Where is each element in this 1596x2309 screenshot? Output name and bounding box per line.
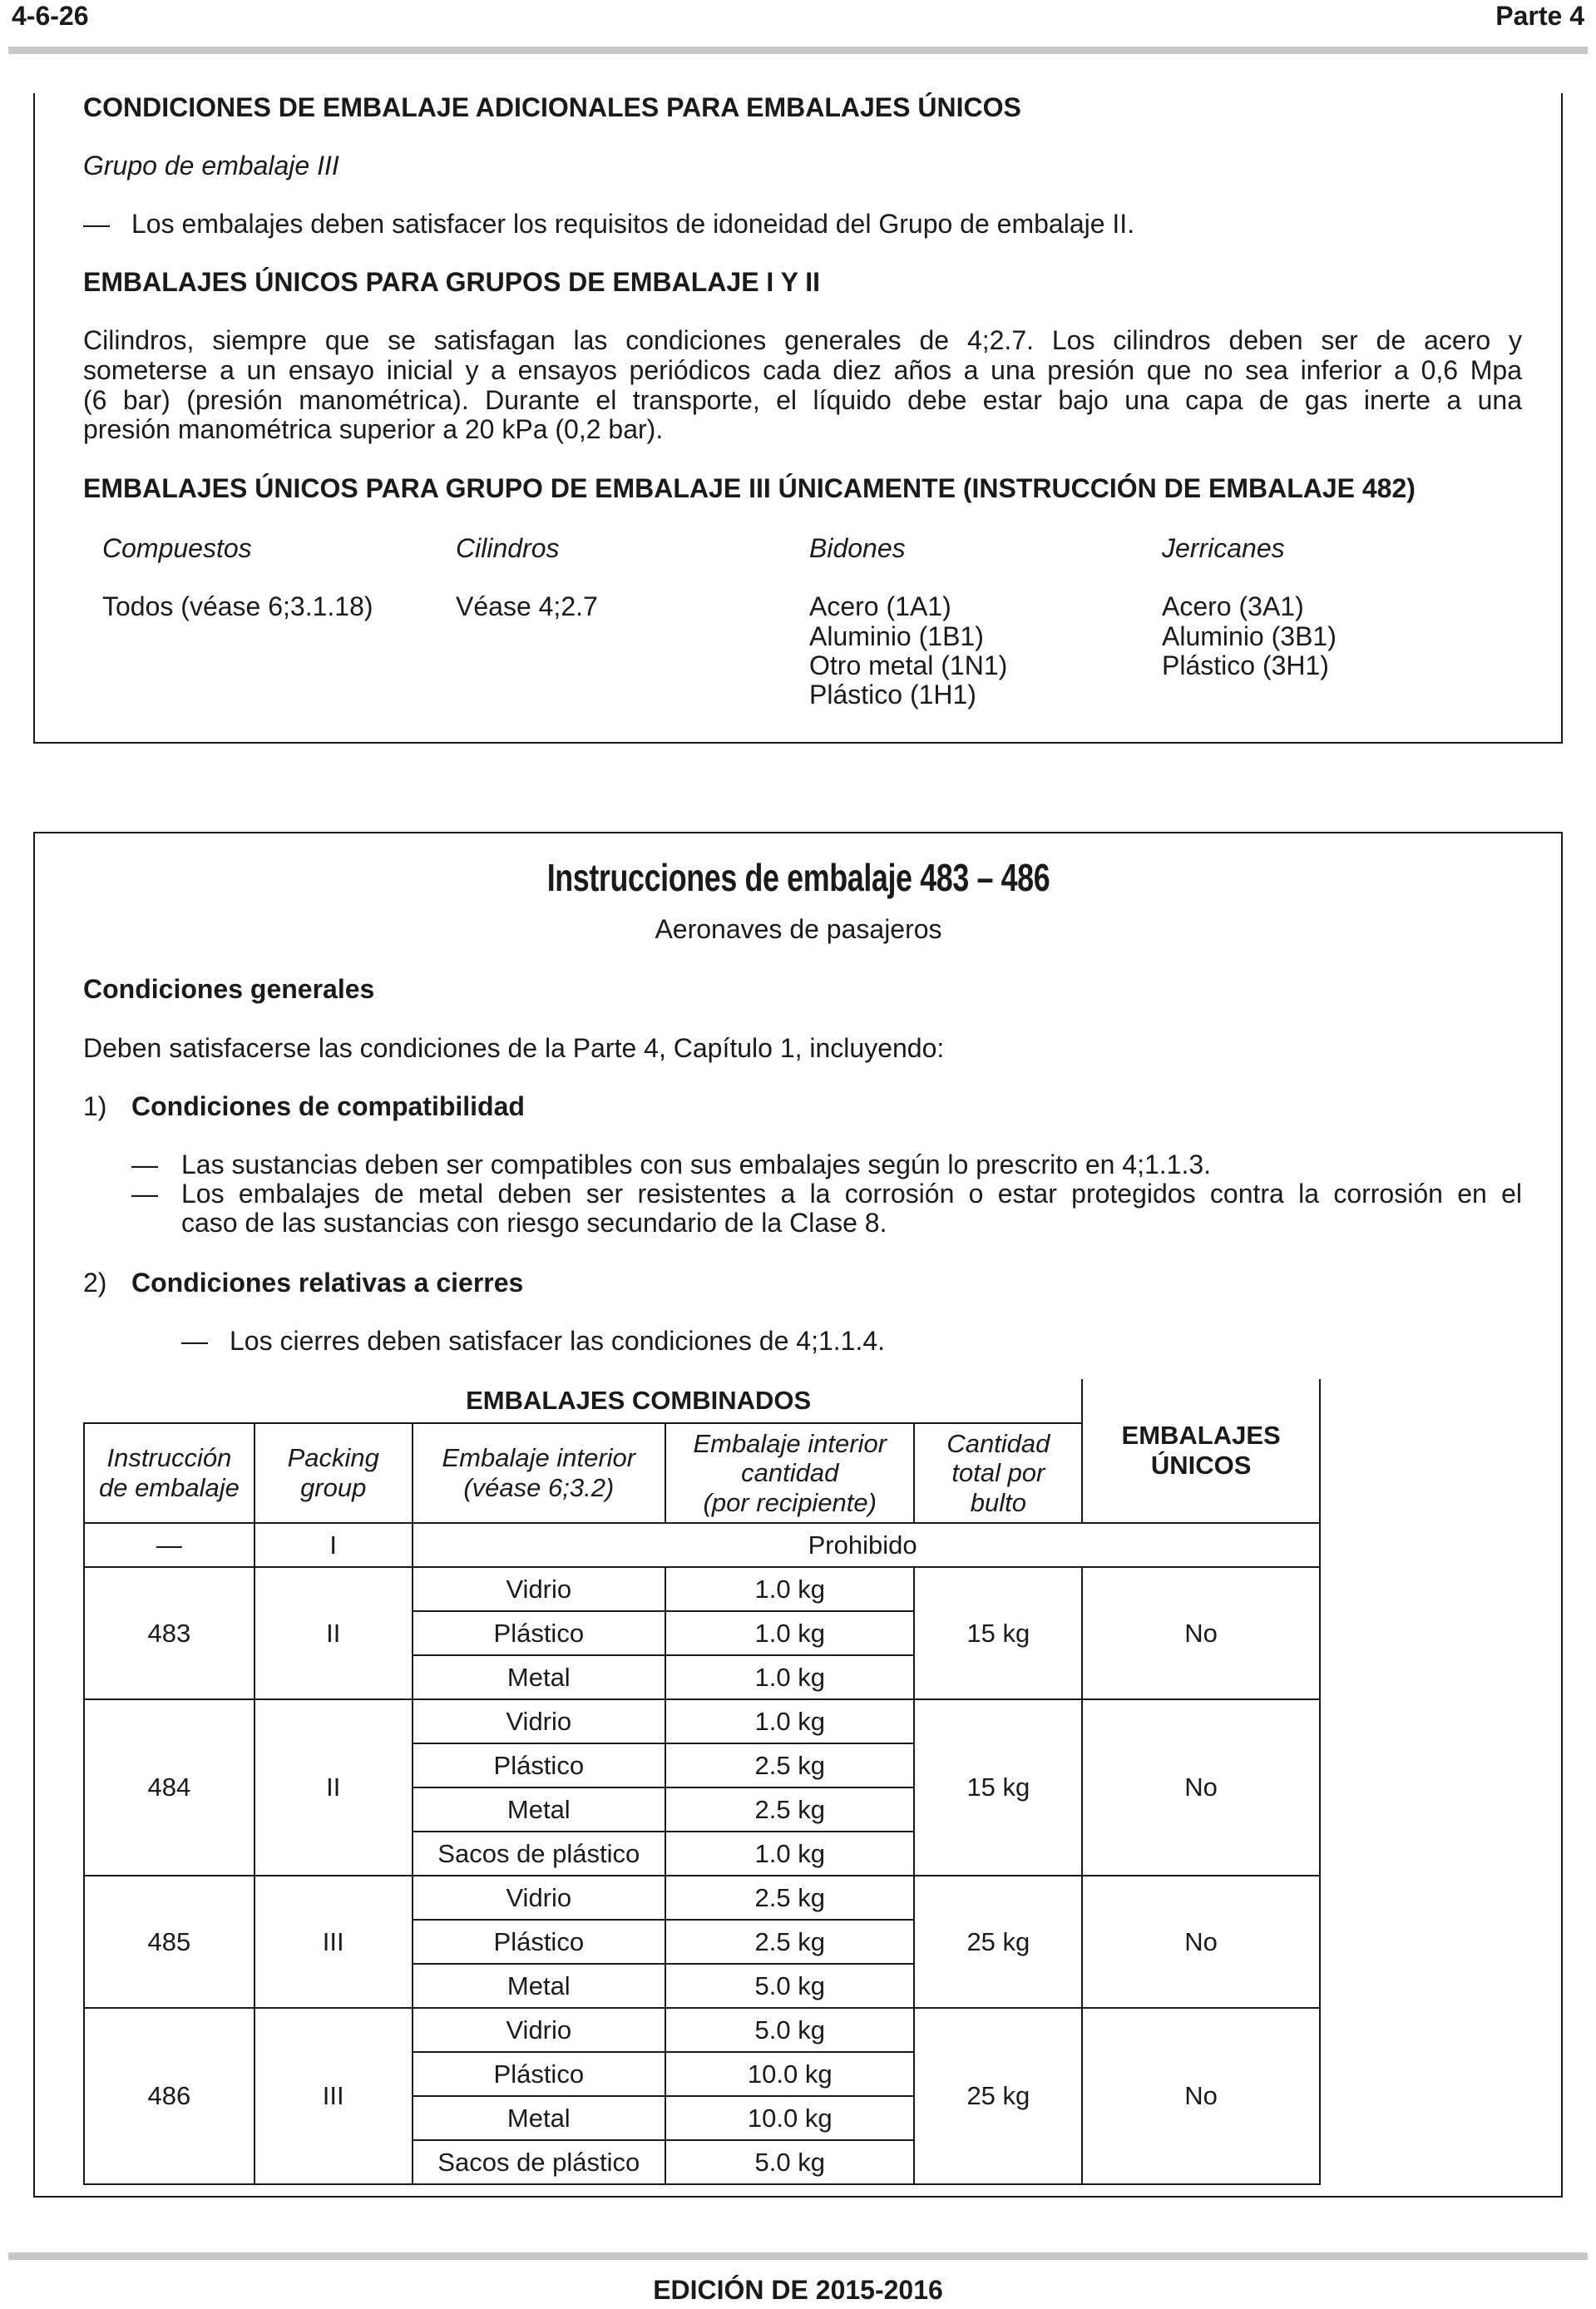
instruction-title: Instrucciones de embalaje 483 – 486 [546, 856, 1050, 899]
inner-quantity-cell: 1.0 kg [665, 1655, 914, 1699]
condition-2-number: 2) [83, 1268, 107, 1298]
page-number: 4-6-26 [12, 1, 89, 31]
single-header-line: ÚNICOS [1150, 1451, 1252, 1480]
inner-packaging-cell: Sacos de plástico [413, 2140, 665, 2184]
dash-glyph: — [131, 1150, 158, 1179]
total-quantity-cell: 15 kg [914, 1699, 1082, 1876]
inner-quantity-cell: 1.0 kg [665, 1699, 914, 1743]
col-header-inner-quantity [665, 1423, 914, 1523]
dash-item-requirements: Los embalajes deben satisfacer los requisitos de idoneidad del Grupo de embalaje II. [131, 209, 1135, 239]
column-title-cilindros: Cilindros [456, 533, 560, 563]
inner-packaging-cell: Plástico [413, 1920, 665, 1964]
col-header-total-quantity [914, 1423, 1082, 1523]
instruction-cell: 483 [84, 1567, 254, 1699]
bidones-item: Plástico (1H1) [809, 680, 976, 710]
table-row [84, 1699, 1320, 1743]
single-header-line: EMBALAJES [1121, 1421, 1281, 1451]
column-title-compuestos: Compuestos [102, 533, 252, 563]
dash-glyph: — [181, 1326, 208, 1356]
header-line: Cantidad [946, 1428, 1050, 1458]
table-row [84, 2008, 1320, 2052]
total-quantity-cell: 15 kg [914, 1567, 1082, 1699]
combined-header [84, 1379, 1082, 1423]
inner-quantity-cell: 2.5 kg [665, 1743, 914, 1787]
compatibility-item-cont: caso de las sustancias con riesgo secundario de la Clase 8. [181, 1208, 887, 1238]
closure-item: Los cierres deben satisfacer las condiciones de 4;1.1.4. [230, 1326, 886, 1356]
header-rule [8, 47, 1588, 54]
inner-packaging-cell: Plástico [413, 2052, 665, 2096]
packing-group-cell: I [254, 1523, 413, 1567]
inner-packaging-cell: Sacos de plástico [413, 1832, 665, 1876]
packing-group-subheading: Grupo de embalaje III [83, 151, 339, 180]
inner-quantity-cell: 5.0 kg [665, 2008, 914, 2052]
compatibility-item: Los embalajes de metal deben ser resistentes a la corrosión o estar protegidos contra la corrosión en el [181, 1179, 1522, 1209]
col-header-packing-group [254, 1423, 413, 1523]
jerricanes-item: Aluminio (3B1) [1162, 621, 1337, 651]
dash-glyph: — [83, 209, 110, 239]
footer-rule [8, 2252, 1588, 2260]
inner-quantity-cell: 1.0 kg [665, 1567, 914, 1611]
inner-quantity-cell: 10.0 kg [665, 2052, 914, 2096]
condition-1-number: 1) [83, 1091, 107, 1121]
single-packaging-cell: No [1082, 1699, 1320, 1876]
inner-quantity-cell: 2.5 kg [665, 1876, 914, 1920]
header-line: (por recipiente) [703, 1487, 877, 1517]
heading-additional-conditions: CONDICIONES DE EMBALAJE ADICIONALES PARA EMBALAJES ÚNICOS [83, 92, 1021, 122]
instruction-title-wrap [466, 857, 1131, 900]
table-row [84, 1523, 1320, 1567]
table-row [84, 1876, 1320, 1920]
header-line: de embalaje [98, 1473, 240, 1502]
table-row [84, 1567, 1320, 1611]
cilindros-item: Véase 4;2.7 [456, 591, 598, 621]
single-packaging-cell: No [1082, 1876, 1320, 2008]
instruction-cell: — [84, 1523, 254, 1567]
general-conditions-heading: Condiciones generales [83, 974, 375, 1004]
bidones-item: Aluminio (1B1) [809, 621, 984, 651]
single-header [1082, 1379, 1320, 1523]
prohibited-cell: Prohibido [413, 1523, 1320, 1567]
inner-quantity-cell: 2.5 kg [665, 1787, 914, 1832]
header-line: (véase 6;3.2) [463, 1473, 615, 1502]
dash-glyph: — [131, 1179, 158, 1209]
inner-packaging-cell: Plástico [413, 1611, 665, 1655]
combined-header-label: EMBALAJES COMBINADOS [466, 1386, 812, 1416]
packing-group-cell: II [254, 1699, 413, 1876]
header-line: cantidad [741, 1458, 839, 1488]
single-packaging-cell: No [1082, 2008, 1320, 2184]
inner-packaging-cell: Vidrio [413, 1699, 665, 1743]
total-quantity-cell: 25 kg [914, 2008, 1082, 2184]
part-label: Parte 4 [1495, 1, 1584, 31]
paragraph-line: (6 bar) (presión manométrica). Durante el transporte, el líquido debe estar bajo una capa de gas inerte a una [83, 384, 1522, 415]
header-line: Embalaje interior [693, 1428, 887, 1458]
header-line: Embalaje interior [442, 1443, 636, 1473]
inner-packaging-cell: Metal [413, 1964, 665, 2008]
inner-packaging-cell: Vidrio [413, 1876, 665, 1920]
heading-single-pg-i-ii: EMBALAJES ÚNICOS PARA GRUPOS DE EMBALAJE I Y II [83, 267, 821, 297]
header-line: group [300, 1473, 367, 1502]
packing-table [83, 1379, 1321, 2185]
col-header-inner-packaging [413, 1423, 665, 1523]
bidones-item: Acero (1A1) [809, 591, 951, 621]
inner-packaging-cell: Metal [413, 1655, 665, 1699]
cylinders-paragraph [83, 326, 1522, 445]
inner-quantity-cell: 2.5 kg [665, 1920, 914, 1964]
header-line: bulto [970, 1487, 1026, 1517]
inner-quantity-cell: 1.0 kg [665, 1832, 914, 1876]
paragraph-line: presión manométrica superior a 20 kPa (0,2 bar). [83, 414, 664, 445]
inner-quantity-cell: 10.0 kg [665, 2096, 914, 2140]
bidones-item: Otro metal (1N1) [809, 650, 1008, 680]
inner-packaging-cell: Vidrio [413, 2008, 665, 2052]
column-title-bidones: Bidones [809, 533, 906, 563]
header-line: total por [951, 1458, 1045, 1488]
condition-2-title: Condiciones relativas a cierres [131, 1268, 524, 1298]
packing-group-cell: III [254, 2008, 413, 2184]
column-title-jerricanes: Jerricanes [1162, 533, 1285, 563]
inner-quantity-cell: 1.0 kg [665, 1611, 914, 1655]
compuestos-item: Todos (véase 6;3.1.18) [102, 591, 373, 621]
total-quantity-cell: 25 kg [914, 1876, 1082, 2008]
condition-1-title: Condiciones de compatibilidad [131, 1091, 525, 1121]
inner-packaging-cell: Metal [413, 1787, 665, 1832]
inner-packaging-cell: Metal [413, 2096, 665, 2140]
inner-quantity-cell: 5.0 kg [665, 1964, 914, 2008]
general-conditions-intro: Deben satisfacerse las condiciones de la Parte 4, Capítulo 1, incluyendo: [83, 1033, 945, 1063]
inner-packaging-cell: Plástico [413, 1743, 665, 1787]
packing-group-cell: III [254, 1876, 413, 2008]
header-line: Packing [287, 1443, 379, 1473]
jerricanes-item: Acero (3A1) [1162, 591, 1304, 621]
instruction-cell: 486 [84, 2008, 254, 2184]
heading-single-pg-iii: EMBALAJES ÚNICOS PARA GRUPO DE EMBALAJE III ÚNICAMENTE (INSTRUCCIÓN DE EMBALAJE 482) [83, 473, 1416, 503]
jerricanes-item: Plástico (3H1) [1162, 650, 1329, 680]
paragraph-line: someterse a un ensayo inicial y a ensayos periódicos cada diez años a una presión que no sea inferior a 0,6 Mpa [83, 354, 1522, 385]
col-header-instruction [84, 1423, 254, 1523]
paragraph-line: Cilindros, siempre que se satisfagan las condiciones generales de 4;2.7. Los cilindros deben ser de acero y [83, 325, 1522, 355]
inner-packaging-cell: Vidrio [413, 1567, 665, 1611]
inner-quantity-cell: 5.0 kg [665, 2140, 914, 2184]
single-packaging-cell: No [1082, 1567, 1320, 1699]
aircraft-subtitle: Aeronaves de pasajeros [655, 914, 942, 944]
packing-group-cell: II [254, 1567, 413, 1699]
edition-footer: EDICIÓN DE 2015-2016 [653, 2275, 943, 2305]
header-line: Instrucción [106, 1443, 232, 1473]
instruction-cell: 484 [84, 1699, 254, 1876]
instruction-cell: 485 [84, 1876, 254, 2008]
compatibility-item: Las sustancias deben ser compatibles con sus embalajes según lo prescrito en 4;1.1.3. [181, 1150, 1212, 1179]
